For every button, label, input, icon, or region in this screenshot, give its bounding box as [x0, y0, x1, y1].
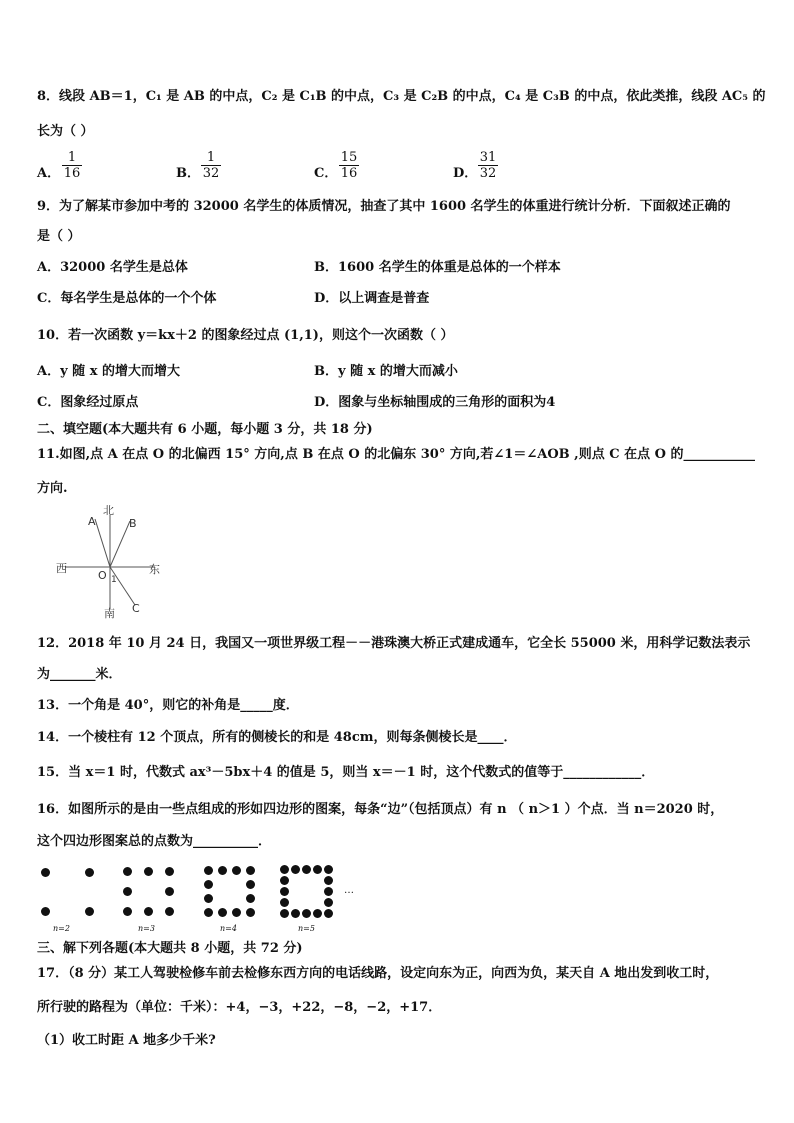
dot: [313, 865, 322, 874]
q10-option-b: B．y 随 x 的增大而减小: [314, 364, 458, 379]
caption-n2: n=2: [53, 924, 70, 933]
dot: [204, 866, 213, 875]
dot: [123, 887, 132, 896]
dot: [313, 909, 322, 918]
q9-option-a: A．32000 名学生是总体: [37, 260, 188, 275]
denominator: 16: [63, 166, 81, 181]
dot: [218, 908, 227, 917]
dot: [280, 898, 289, 907]
q16-stem: 16．如图所示的是由一些点组成的形如四边形的图案，每条“边”（包括顶点）有 n （ n＞1 ）个点．当 n＝2020 时，: [37, 802, 724, 817]
dot: [204, 880, 213, 889]
numerator: 1: [67, 150, 77, 165]
q17-stem: 17．（8 分）某工人驾驶检修车前去检修东西方向的电话线路，设定向东为正，向西为负，某天自 A 地出发到收工时，: [37, 966, 719, 981]
denominator: 16: [340, 166, 358, 181]
dot: [123, 867, 132, 876]
dot: [291, 865, 300, 874]
dot: [123, 907, 132, 916]
dot: [165, 867, 174, 876]
dot: [165, 907, 174, 916]
dot: [246, 908, 255, 917]
q11-stem: 11.如图,点 A 在点 O 的北偏西 15° 方向,点 B 在点 O 的北偏东 30° 方向,若∠1＝∠AOB ,则点 C 在点 O 的___________: [37, 447, 755, 462]
compass-diagram: [50, 505, 180, 620]
q17-stem-cont: 所行驶的路程为（单位：千米）：+4，−3，+22，−8，−2，+17．: [37, 1000, 442, 1015]
option-label: A．: [37, 166, 61, 181]
dot: [280, 865, 289, 874]
numerator: 31: [479, 150, 497, 165]
q12-stem: 12．2018 年 10 月 24 日，我国又一项世界级工程－－港珠澳大桥正式建成通车，它全长 55000 米，用科学记数法表示: [37, 636, 751, 651]
dot: [165, 887, 174, 896]
dot: [302, 865, 311, 874]
dot: [291, 909, 300, 918]
option-label: C．: [314, 166, 338, 181]
dot: [324, 876, 333, 885]
q14-stem: 14．一个棱柱有 12 个顶点，所有的侧棱长的和是 48cm，则每条侧棱长是____．: [37, 730, 517, 745]
dot: [324, 865, 333, 874]
option-label: D．: [453, 166, 478, 181]
south-label: 南: [104, 607, 115, 620]
angle-1-label: 1: [111, 575, 117, 585]
q10-option-a: A．y 随 x 的增大而增大: [37, 364, 180, 379]
dot: [324, 898, 333, 907]
dot: [280, 909, 289, 918]
north-label: 北: [103, 504, 114, 517]
numerator: 1: [206, 150, 216, 165]
dot: [302, 909, 311, 918]
dot: [324, 909, 333, 918]
point-c-label: C: [132, 602, 140, 615]
denominator: 32: [202, 166, 220, 181]
point-a-label: A: [88, 515, 96, 528]
caption-n3: n=3: [138, 924, 155, 933]
q12-stem-cont: 为_______米．: [37, 667, 122, 682]
dot: [41, 868, 50, 877]
fraction: [61, 150, 83, 181]
q13-stem: 13．一个角是 40°，则它的补角是_____度．: [37, 698, 299, 713]
caption-n5: n=5: [298, 924, 315, 933]
dot: [144, 907, 153, 916]
compass-lines: [50, 505, 180, 620]
dot: [85, 907, 94, 916]
dot: [204, 894, 213, 903]
point-o-label: O: [98, 569, 107, 582]
fraction: [338, 150, 360, 181]
q8-stem-cont: 长为（ ）: [37, 124, 94, 139]
q11-stem-cont: 方向.: [37, 481, 68, 496]
caption-n4: n=4: [220, 924, 237, 933]
q9-option-b: B．1600 名学生的体重是总体的一个样本: [314, 260, 561, 275]
q17-sub1: （1）收工时距 A 地多少千米?: [37, 1033, 216, 1048]
dot: [246, 894, 255, 903]
dot: [246, 866, 255, 875]
q10-option-c: C．图象经过原点: [37, 395, 139, 410]
ellipsis: …: [344, 885, 354, 896]
q10-option-d: D．图象与坐标轴围成的三角形的面积为4: [314, 395, 556, 410]
east-label: 东: [149, 563, 160, 576]
dot: [280, 876, 289, 885]
option-label: B．: [176, 166, 200, 181]
q16-stem-cont: 这个四边形图案总的点数为__________．: [37, 834, 272, 849]
dot: [324, 887, 333, 896]
fraction: [200, 150, 222, 181]
dot: [280, 887, 289, 896]
dot: [204, 908, 213, 917]
numerator: 15: [340, 150, 358, 165]
q9-option-c: C．每名学生是总体的一个个体: [37, 291, 217, 306]
west-label: 西: [56, 562, 67, 575]
dot: [218, 866, 227, 875]
q15-stem: 15．当 x＝1 时，代数式 ax³－5bx＋4 的值是 5，则当 x＝－1 时，这个代数式的值等于____________．: [37, 765, 655, 780]
q8-stem: 8．线段 AB＝1，C₁ 是 AB 的中点，C₂ 是 C₁B 的中点，C₃ 是 C₂B 的中点，C₄ 是 C₃B 的中点，依此类推，线段 AC₅ 的: [37, 89, 766, 104]
q10-stem: 10．若一次函数 y＝kx＋2 的图象经过点 (1,1)，则这个一次函数（ ）: [37, 328, 454, 343]
q9-stem: 9．为了解某市参加中考的 32000 名学生的体质情况，抽查了其中 1600 名学生的体重进行统计分析．下面叙述正确的: [37, 199, 731, 214]
dot-pattern-figure: [36, 860, 366, 938]
section-heading-fill-in: 二、填空题(本大题共有 6 小题，每小题 3 分，共 18 分): [37, 422, 373, 437]
dot: [246, 880, 255, 889]
q9-option-d: D．以上调查是普查: [314, 291, 430, 306]
dot: [144, 867, 153, 876]
point-b-label: B: [129, 517, 137, 530]
denominator: 32: [479, 166, 497, 181]
dot: [232, 908, 241, 917]
dot: [232, 866, 241, 875]
dot: [85, 868, 94, 877]
dot: [41, 907, 50, 916]
section-heading-solve: 三、解下列各题(本大题共 8 小题，共 72 分): [37, 941, 303, 956]
fraction: [477, 150, 499, 181]
q9-stem-cont: 是（ ）: [37, 229, 81, 244]
